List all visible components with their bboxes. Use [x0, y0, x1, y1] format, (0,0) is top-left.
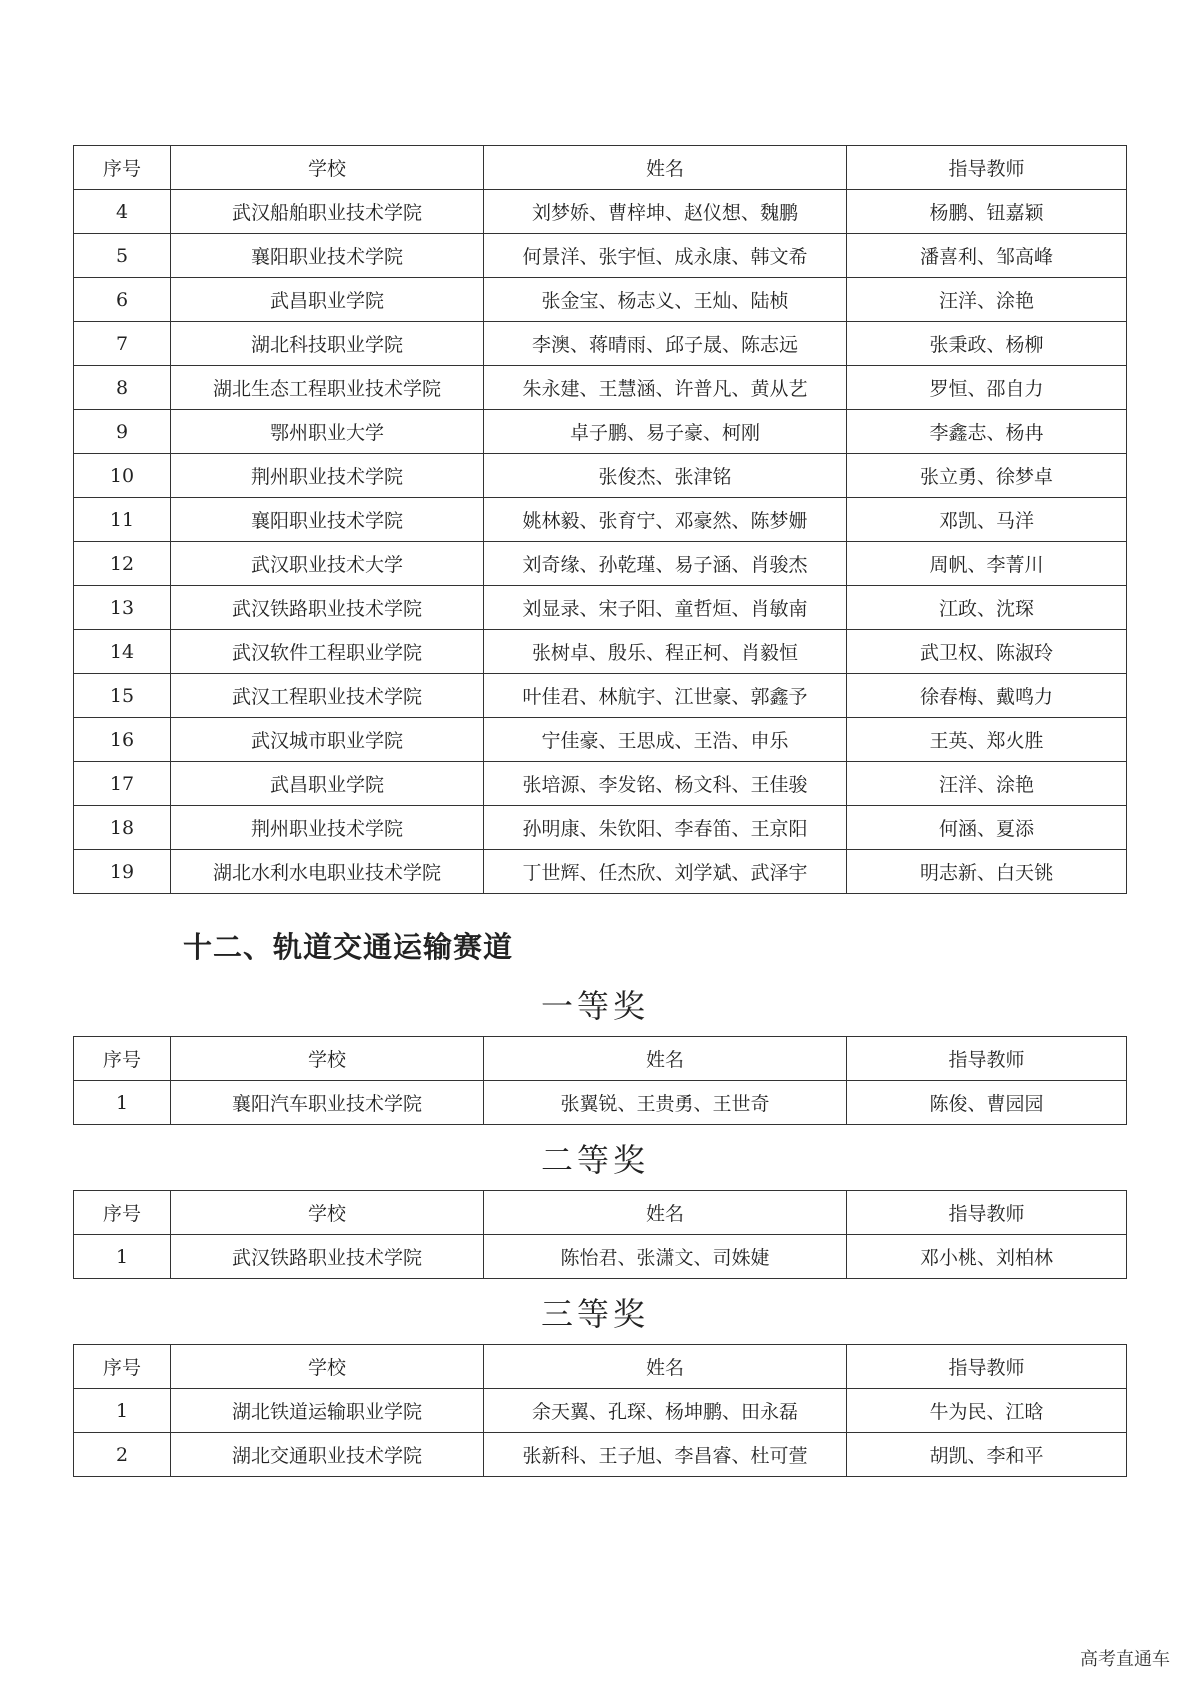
- table-row: [74, 1081, 1127, 1125]
- table-row: [74, 190, 1127, 234]
- table-row: [74, 1389, 1127, 1433]
- cell-index: 4: [74, 190, 171, 234]
- cell-names: 张新科、王子旭、李昌睿、杜可萱: [484, 1433, 847, 1477]
- cell-school: 湖北科技职业学院: [171, 322, 484, 366]
- table-row: [74, 586, 1127, 630]
- cell-names: 张翼锐、王贵勇、王世奇: [484, 1081, 847, 1125]
- cell-school: 襄阳职业技术学院: [171, 234, 484, 278]
- cell-advisors: 汪洋、涂艳: [847, 762, 1127, 806]
- table-row: [74, 278, 1127, 322]
- table-body: [74, 1235, 1127, 1279]
- col-header-school: 学校: [171, 146, 484, 190]
- cell-index: 11: [74, 498, 171, 542]
- col-header-school: 学校: [171, 1191, 484, 1235]
- cell-advisors: 明志新、白天铫: [847, 850, 1127, 894]
- cell-advisors: 李鑫志、杨冉: [847, 410, 1127, 454]
- cell-names: 陈怡君、张潇文、司姝婕: [484, 1235, 847, 1279]
- cell-names: 孙明康、朱钦阳、李春笛、王京阳: [484, 806, 847, 850]
- cell-index: 8: [74, 366, 171, 410]
- table-header-row: [74, 146, 1127, 190]
- cell-advisors: 胡凯、李和平: [847, 1433, 1127, 1477]
- cell-school: 荆州职业技术学院: [171, 806, 484, 850]
- cell-advisors: 周帆、李菁川: [847, 542, 1127, 586]
- second-prize-table: [73, 1190, 1127, 1279]
- table-header-row: [74, 1037, 1127, 1081]
- cell-advisors: 陈俊、曹园园: [847, 1081, 1127, 1125]
- table-row: [74, 674, 1127, 718]
- cell-advisors: 张秉政、杨柳: [847, 322, 1127, 366]
- col-header-advisors: 指导教师: [847, 1191, 1127, 1235]
- cell-index: 5: [74, 234, 171, 278]
- footer-watermark: 高考直通车: [1080, 1649, 1170, 1670]
- cell-index: 19: [74, 850, 171, 894]
- col-header-names: 姓名: [484, 146, 847, 190]
- cell-names: 张俊杰、张津铭: [484, 454, 847, 498]
- cell-index: 13: [74, 586, 171, 630]
- cell-advisors: 罗恒、邵自力: [847, 366, 1127, 410]
- cell-names: 张树卓、殷乐、程正柯、肖毅恒: [484, 630, 847, 674]
- col-header-index: 序号: [74, 146, 171, 190]
- cell-names: 丁世辉、任杰欣、刘学斌、武泽宇: [484, 850, 847, 894]
- col-header-names: 姓名: [484, 1345, 847, 1389]
- cell-index: 18: [74, 806, 171, 850]
- cell-index: 16: [74, 718, 171, 762]
- cell-names: 姚林毅、张育宁、邓豪然、陈梦姗: [484, 498, 847, 542]
- cell-advisors: 汪洋、涂艳: [847, 278, 1127, 322]
- cell-advisors: 邓凯、马洋: [847, 498, 1127, 542]
- cell-advisors: 杨鹏、钮嘉颖: [847, 190, 1127, 234]
- award-title-first: 一等奖: [540, 987, 649, 1025]
- table-body: [74, 190, 1127, 894]
- table-row: [74, 322, 1127, 366]
- award-title-second: 二等奖: [540, 1141, 649, 1179]
- cell-names: 李澳、蒋晴雨、邱子晟、陈志远: [484, 322, 847, 366]
- table-header-row: [74, 1345, 1127, 1389]
- col-header-school: 学校: [171, 1345, 484, 1389]
- cell-index: 14: [74, 630, 171, 674]
- table-row: [74, 1235, 1127, 1279]
- cell-school: 武汉软件工程职业学院: [171, 630, 484, 674]
- cell-names: 张金宝、杨志义、王灿、陆桢: [484, 278, 847, 322]
- cell-index: 17: [74, 762, 171, 806]
- cell-school: 襄阳汽车职业技术学院: [171, 1081, 484, 1125]
- cell-school: 荆州职业技术学院: [171, 454, 484, 498]
- cell-index: 12: [74, 542, 171, 586]
- cell-school: 襄阳职业技术学院: [171, 498, 484, 542]
- cell-index: 6: [74, 278, 171, 322]
- cell-advisors: 邓小桃、刘柏林: [847, 1235, 1127, 1279]
- cell-index: 7: [74, 322, 171, 366]
- cell-advisors: 武卫权、陈淑玲: [847, 630, 1127, 674]
- cell-names: 何景洋、张宇恒、成永康、韩文希: [484, 234, 847, 278]
- cell-names: 刘奇缘、孙乾瑾、易子涵、肖骏杰: [484, 542, 847, 586]
- cell-advisors: 江政、沈琛: [847, 586, 1127, 630]
- cell-school: 武昌职业学院: [171, 278, 484, 322]
- table-body: [74, 1081, 1127, 1125]
- cell-school: 湖北铁道运输职业学院: [171, 1389, 484, 1433]
- cell-names: 刘显录、宋子阳、童哲烜、肖敏南: [484, 586, 847, 630]
- cell-index: 9: [74, 410, 171, 454]
- table-body: [74, 1389, 1127, 1477]
- cell-names: 朱永建、王慧涵、许普凡、黄从艺: [484, 366, 847, 410]
- table-row: [74, 762, 1127, 806]
- cell-names: 叶佳君、林航宇、江世豪、郭鑫予: [484, 674, 847, 718]
- cell-names: 卓子鹏、易子豪、柯刚: [484, 410, 847, 454]
- col-header-advisors: 指导教师: [847, 146, 1127, 190]
- table-row: [74, 234, 1127, 278]
- table-row: [74, 454, 1127, 498]
- cell-names: 余天翼、孔琛、杨坤鹏、田永磊: [484, 1389, 847, 1433]
- results-table-continued: [73, 145, 1127, 894]
- cell-school: 湖北水利水电职业技术学院: [171, 850, 484, 894]
- col-header-advisors: 指导教师: [847, 1037, 1127, 1081]
- cell-names: 宁佳豪、王思成、王浩、申乐: [484, 718, 847, 762]
- cell-school: 武汉铁路职业技术学院: [171, 1235, 484, 1279]
- cell-school: 武汉船舶职业技术学院: [171, 190, 484, 234]
- table-row: [74, 630, 1127, 674]
- cell-index: 10: [74, 454, 171, 498]
- cell-names: 刘梦娇、曹梓坤、赵仪想、魏鹏: [484, 190, 847, 234]
- cell-advisors: 徐春梅、戴鸣力: [847, 674, 1127, 718]
- cell-index: 1: [74, 1235, 171, 1279]
- col-header-index: 序号: [74, 1345, 171, 1389]
- table-row: [74, 542, 1127, 586]
- cell-advisors: 张立勇、徐梦卓: [847, 454, 1127, 498]
- col-header-names: 姓名: [484, 1191, 847, 1235]
- table-row: [74, 498, 1127, 542]
- table-row: [74, 806, 1127, 850]
- cell-advisors: 王英、郑火胜: [847, 718, 1127, 762]
- cell-school: 湖北交通职业技术学院: [171, 1433, 484, 1477]
- table-row: [74, 850, 1127, 894]
- cell-school: 湖北生态工程职业技术学院: [171, 366, 484, 410]
- third-prize-table: [73, 1344, 1127, 1477]
- table-row: [74, 410, 1127, 454]
- table-row: [74, 1433, 1127, 1477]
- section-title: 十二、轨道交通运输赛道: [183, 930, 514, 964]
- cell-school: 武汉铁路职业技术学院: [171, 586, 484, 630]
- first-prize-table: [73, 1036, 1127, 1125]
- col-header-index: 序号: [74, 1191, 171, 1235]
- award-title-third: 三等奖: [540, 1295, 649, 1333]
- cell-index: 1: [74, 1081, 171, 1125]
- cell-school: 鄂州职业大学: [171, 410, 484, 454]
- col-header-index: 序号: [74, 1037, 171, 1081]
- cell-advisors: 潘喜利、邹高峰: [847, 234, 1127, 278]
- cell-advisors: 牛为民、江晗: [847, 1389, 1127, 1433]
- col-header-advisors: 指导教师: [847, 1345, 1127, 1389]
- table-row: [74, 366, 1127, 410]
- cell-index: 15: [74, 674, 171, 718]
- col-header-names: 姓名: [484, 1037, 847, 1081]
- table-row: [74, 718, 1127, 762]
- cell-school: 武昌职业学院: [171, 762, 484, 806]
- cell-school: 武汉工程职业技术学院: [171, 674, 484, 718]
- cell-index: 2: [74, 1433, 171, 1477]
- cell-index: 1: [74, 1389, 171, 1433]
- table-header-row: [74, 1191, 1127, 1235]
- cell-advisors: 何涵、夏添: [847, 806, 1127, 850]
- col-header-school: 学校: [171, 1037, 484, 1081]
- cell-school: 武汉职业技术大学: [171, 542, 484, 586]
- cell-school: 武汉城市职业学院: [171, 718, 484, 762]
- cell-names: 张培源、李发铭、杨文科、王佳骏: [484, 762, 847, 806]
